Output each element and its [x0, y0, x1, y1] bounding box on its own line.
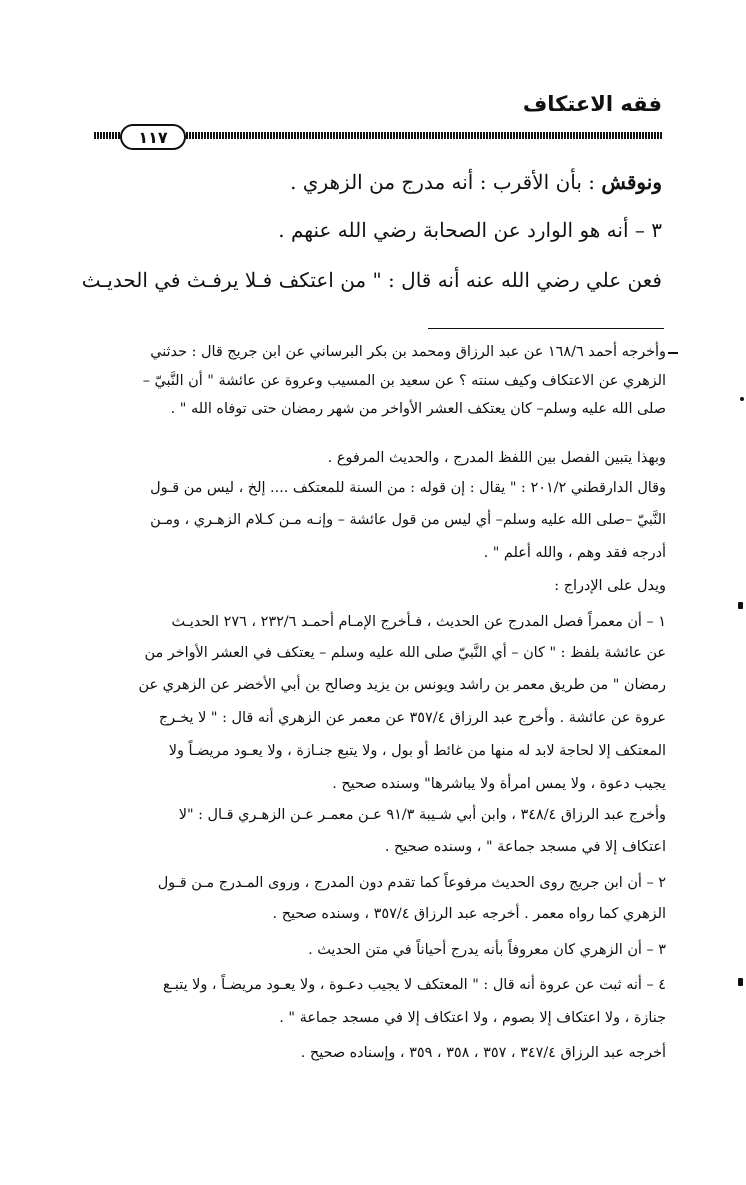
margin-speck: [738, 602, 743, 609]
footnote-line: وأخرج عبد الرزاق ٣٤٨/٤ ، وابن أبي شـيبة ٩١/٣ عـن معمـر عـن الزهـري قـال : "لا: [178, 807, 666, 823]
page-number: ١١٧: [120, 124, 186, 150]
objection-label: ونوقش: [601, 170, 662, 194]
footnote-line: المعتكف إلا لحاجة لابد له منها من غائط أو بول ، ولا يتبع جنـازة ، ولا يعـود مريضـاً ولا: [168, 743, 666, 759]
margin-speck: [738, 978, 743, 986]
header-rule-left: [94, 132, 122, 139]
footnote-line: رمضان " من طريق معمر بن راشد ويونس بن يزيد وصالح بن أبي الأخضر عن الزهري عن: [138, 677, 666, 693]
footnote-line: ويدل على الإدراج :: [554, 578, 666, 594]
footnote-line: الزهري كما رواه معمر . أخرجه عبد الرزاق ٣٥٧/٤ ، وسنده صحيح .: [272, 906, 666, 922]
footnote-line: جنازة ، ولا اعتكاف إلا بصوم ، ولا اعتكاف إلا في مسجد جماعة " .: [279, 1010, 666, 1026]
footnote-line: أدرجه فقد وهم ، والله أعلم " .: [483, 545, 666, 561]
footnote-line: ٣ – أن الزهري كان معروفاً بأنه يدرج أحياناً في متن الحديث .: [308, 942, 666, 958]
main-line-3: فعن علي رضي الله عنه أنه قال : " من اعتكف فـلا يرفـث في الحديـث: [81, 268, 662, 292]
objection-text: : بأن الأقرب : أنه مدرج من الزهري .: [290, 170, 596, 194]
footnote-line: ٤ – أنه ثبت عن عروة أنه قال : " المعتكف لا يجيب دعـوة ، ولا يعـود مريضـاً ، ولا يتبـع: [163, 977, 666, 993]
footnote-line: ١ – أن معمراً فصل المدرج عن الحديث ، فـأخرج الإمـام أحمـد ٢٣٢/٦ ، ٢٧٦ الحديـث: [171, 614, 666, 630]
margin-speck: [740, 397, 744, 401]
footnote-line: ٢ – أن ابن جريج روى الحديث مرفوعاً كما تقدم دون المدرج ، وروى المـدرج مـن قـول: [157, 875, 666, 891]
footnote-line: صلى الله عليه وسلم– كان يعتكف العشر الأواخر من شهر رمضان حتى توفاه الله " .: [170, 401, 666, 417]
header-rule: [94, 124, 662, 148]
footnote-line: أخرجه عبد الرزاق ٣٤٧/٤ ، ٣٥٧ ، ٣٥٨ ، ٣٥٩ ، وإسناده صحيح .: [300, 1045, 666, 1061]
footnote-line: وبهذا يتبين الفصل بين اللفظ المدرج ، والحديث المرفوع .: [327, 450, 666, 466]
footnote-line: الزهري عن الاعتكاف وكيف سنته ؟ عن سعيد بن المسيب وعروة عن عائشة " أن النَّبيّ –: [142, 373, 666, 389]
footnote-line: عروة عن عائشة . وأخرج عبد الرزاق ٣٥٧/٤ عن معمر عن الزهري أنه قال : " لا يخـرج: [158, 710, 666, 726]
footnote-divider: [428, 328, 664, 329]
footnote-line: اعتكاف إلا في مسجد جماعة " ، وسنده صحيح .: [384, 839, 666, 855]
footnote-line: وأخرجه أحمد ١٦٨/٦ عن عبد الرزاق ومحمد بن بكر البرساني عن ابن جريج قال : حدثني: [150, 344, 666, 360]
running-title: فقه الاعتكاف: [522, 92, 662, 116]
footnote-line: وقال الدارقطني ٢٠١/٢ : " يقال : إن قوله : من السنة للمعتكف .... إلخ ، ليس من قـول: [150, 480, 666, 496]
main-line-1: [70, 170, 662, 194]
footnote-marker: [668, 352, 678, 354]
main-line-2: ٣ – أنه هو الوارد عن الصحابة رضي الله عنهم .: [278, 218, 662, 242]
footnote-line: النَّبيّ –صلى الله عليه وسلم– أي ليس من قول عائشة – وإنـه مـن كـلام الزهـري ، ومـن: [150, 512, 666, 528]
header-rule-right: [186, 132, 662, 139]
footnote-line: عن عائشة بلفظ : " كان – أي النَّبيّ صلى الله عليه وسلم – يعتكف في العشر الأواخر من: [144, 645, 666, 661]
footnote-line: يجيب دعوة ، ولا يمس امرأة ولا يباشرها" وسنده صحيح .: [332, 776, 666, 792]
